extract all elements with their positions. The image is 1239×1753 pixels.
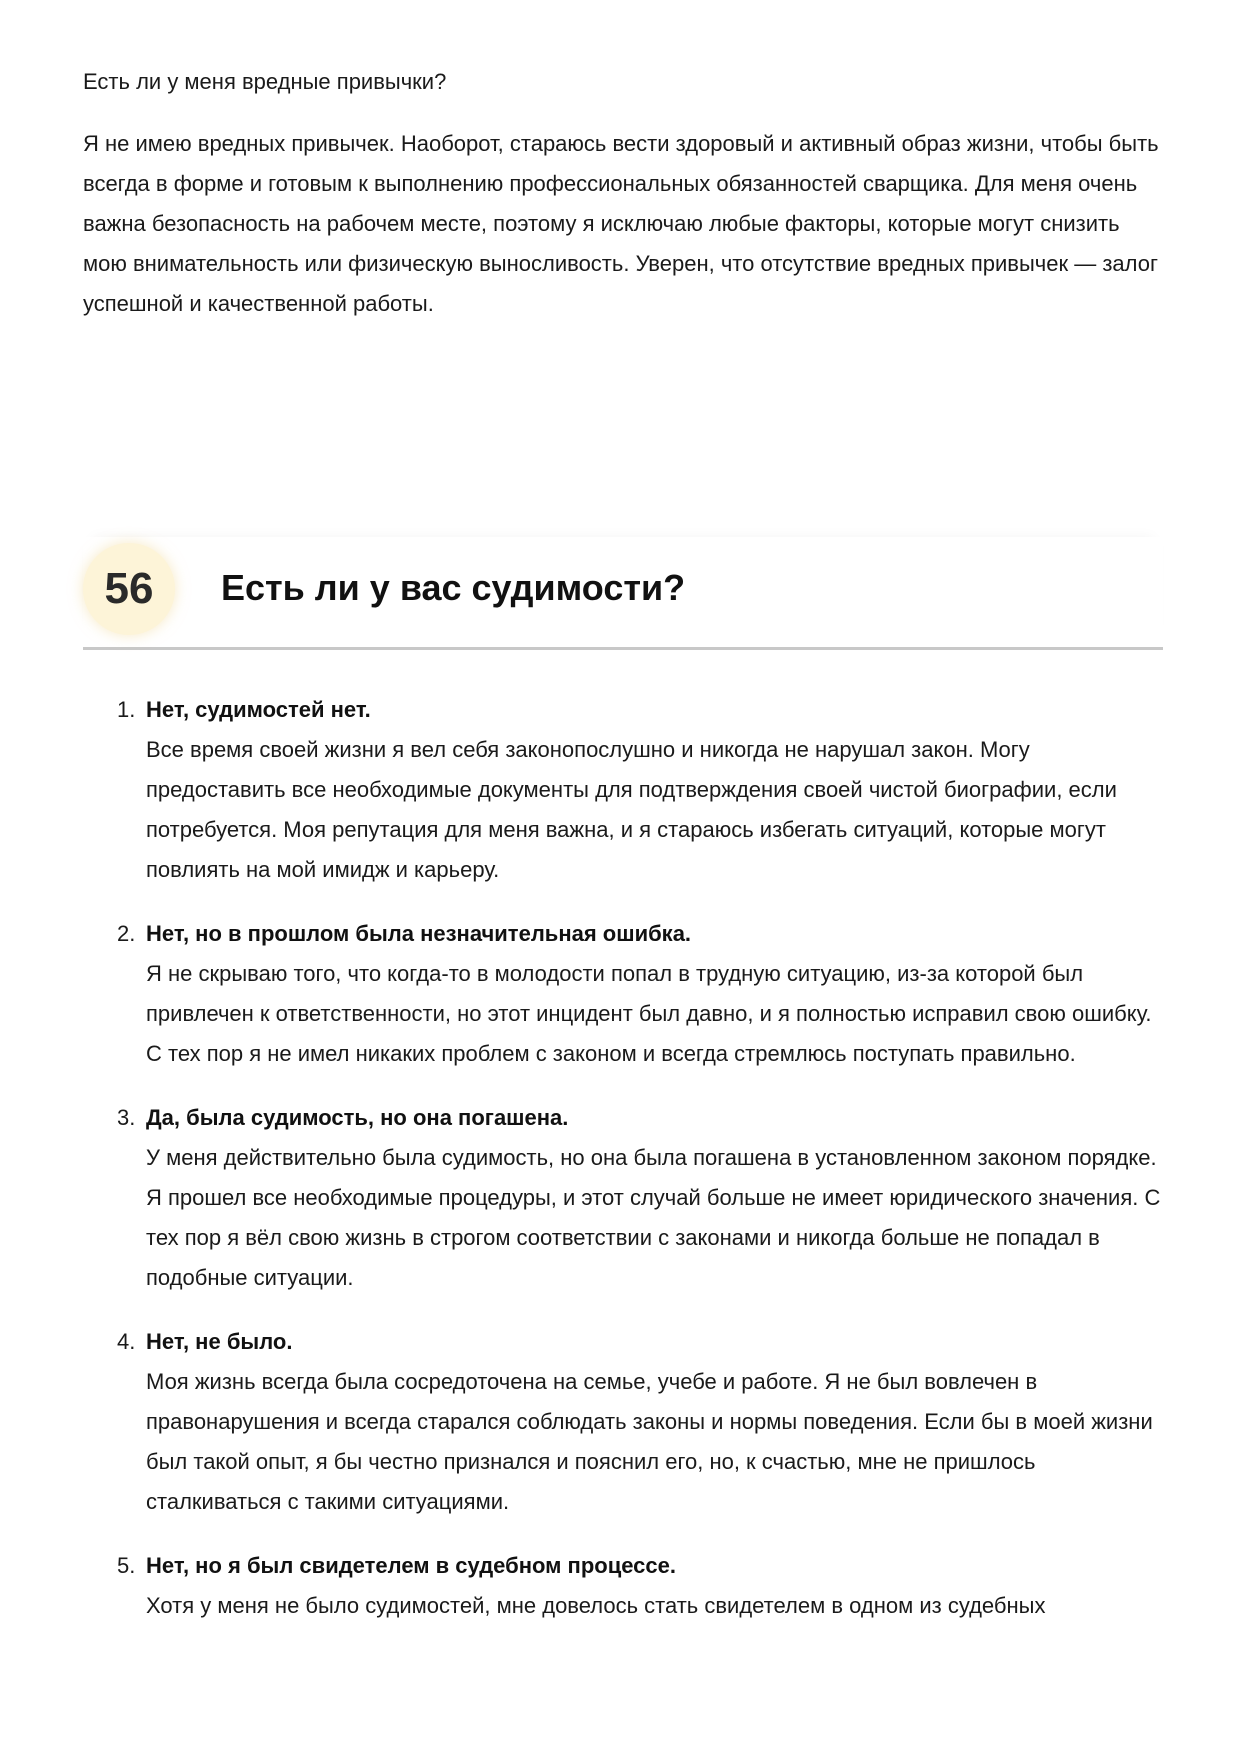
answer-title: Нет, судимостей нет. (146, 697, 371, 722)
answer-text: Я не скрываю того, что когда-то в молодости попал в трудную ситуацию, из-за которой был привлечен к ответственности, но этот инцидент был давно, и я полностью исправил свою ошибку. С тех пор я не имел никаких проблем с законом и всегда стремлюсь поступать правильно. (146, 961, 1152, 1066)
answer-text: У меня действительно была судимость, но она была погашена в установленном законом порядке. Я прошел все необходимые процедуры, и этот случай больше не имеет юридического значения. С тех пор я вёл свою жизнь в строгом соответствии с законами и никогда больше не попадал в подобные ситуации. (146, 1145, 1161, 1290)
answer-text: Хотя у меня не было судимостей, мне довелось стать свидетелем в одном из судебных (146, 1593, 1046, 1618)
previous-question: Есть ли у меня вредные привычки? (83, 69, 447, 94)
answer-number: 4. (117, 1329, 136, 1354)
answer-item (83, 690, 1163, 890)
answer-number: 2. (117, 921, 136, 946)
answer-title: Нет, не было. (146, 1329, 293, 1354)
answer-number: 3. (117, 1105, 136, 1130)
answer-number: 1. (117, 697, 136, 722)
answer-item (83, 1098, 1163, 1298)
answer-number: 5. (117, 1553, 136, 1578)
answer-list (83, 690, 1163, 1650)
answer-title: Нет, но я был свидетелем в судебном процессе. (146, 1553, 676, 1578)
answer-item (83, 1546, 1163, 1626)
section-title: Есть ли у вас судимости? (221, 567, 686, 608)
question-number-badge: 56 (83, 543, 175, 635)
answer-item (83, 914, 1163, 1074)
answer-title: Да, была судимость, но она погашена. (146, 1105, 569, 1130)
previous-answer: Я не имею вредных привычек. Наоборот, стараюсь вести здоровый и активный образ жизни, чтобы быть всегда в форме и готовым к выполнению профессиональных обязанностей сварщика. Для меня очень важна безопасность на рабочем месте, поэтому я исключаю любые факторы, которые могут снизить мою внимательность или физическую выносливость. Уверен, что отсутствие вредных привычек — залог успешной и качественной работы. (83, 131, 1159, 316)
answer-text: Моя жизнь всегда была сосредоточена на семье, учебе и работе. Я не был вовлечен в правонарушения и всегда старался соблюдать законы и нормы поведения. Если бы в моей жизни был такой опыт, я бы честно признался и пояснил его, но, к счастью, мне не пришлось сталкиваться с такими ситуациями. (146, 1369, 1153, 1514)
answer-title: Нет, но в прошлом была незначительная ошибка. (146, 921, 692, 946)
section-header (83, 537, 1163, 650)
answer-text: Все время своей жизни я вел себя законопослушно и никогда не нарушал закон. Могу предоставить все необходимые документы для подтверждения своей чистой биографии, если потребуется. Моя репутация для меня важна, и я стараюсь избегать ситуаций, которые могут повлиять на мой имидж и карьеру. (146, 737, 1117, 882)
answer-item (83, 1322, 1163, 1522)
